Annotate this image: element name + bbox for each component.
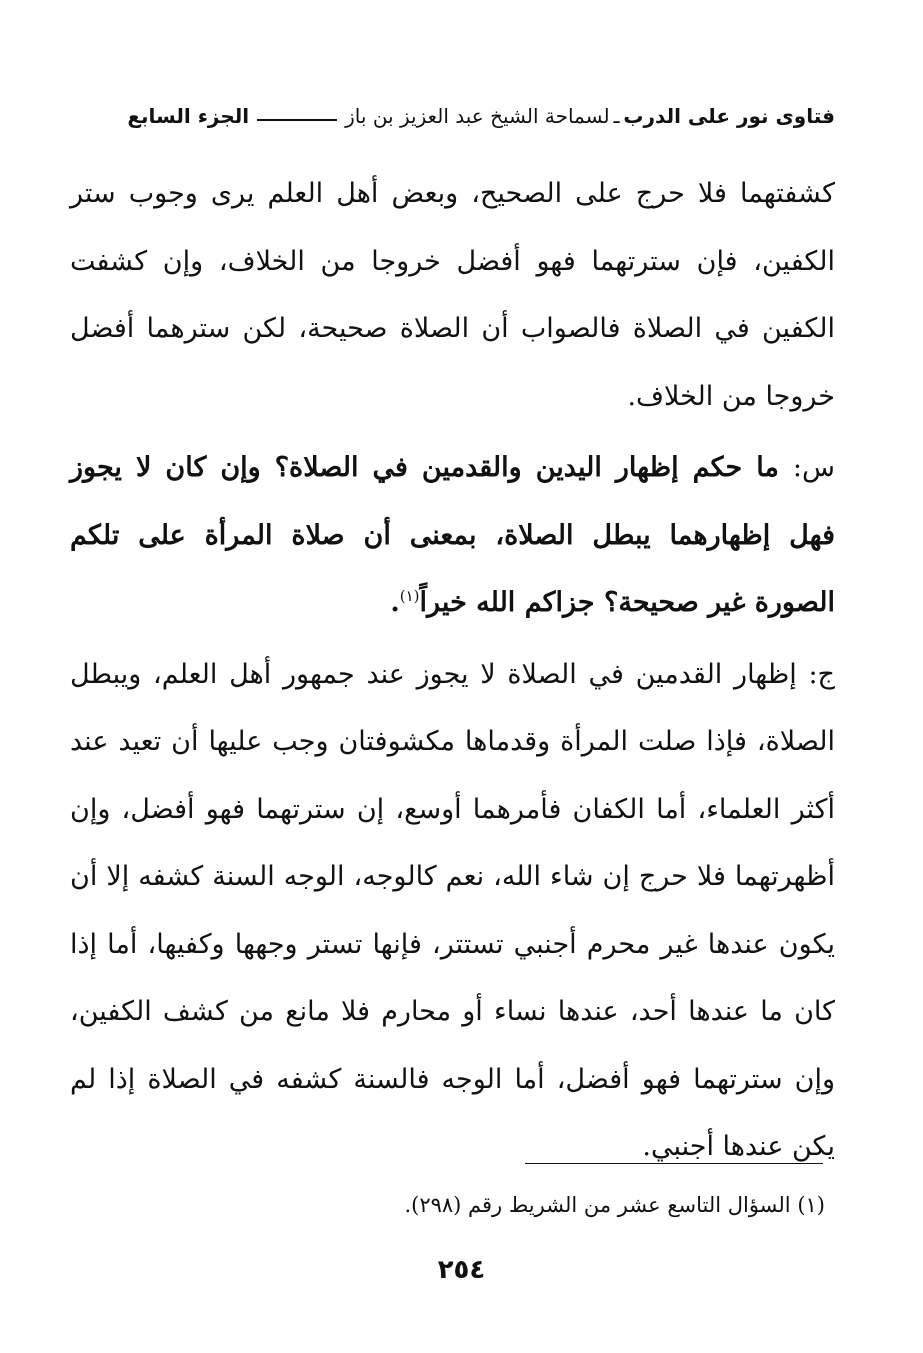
page-body	[70, 160, 835, 1181]
footnote-divider	[525, 1163, 823, 1164]
answer-paragraph	[70, 641, 835, 1181]
answer-continuation: كشفتهما فلا حرج على الصحيح، وبعض أهل العلم يرى وجوب ستر الكفين، فإن سترتهما فهو أفضل خروجا من الخلاف، وإن كشفت الكفين في الصلاة فالصواب أن الصلاة صحيحة، لكن سترهما أفضل خروجا من الخلاف.	[70, 178, 835, 412]
header-dash: ـ	[613, 104, 620, 128]
header-separator	[257, 119, 337, 121]
footnote-ref: (١)	[399, 587, 420, 605]
question-paragraph	[70, 434, 835, 637]
question-end: .	[390, 587, 400, 618]
volume-label: الجزء السابع	[127, 104, 250, 128]
answer-prefix: ج:	[808, 658, 835, 690]
page-number: ٢٥٤	[437, 1255, 486, 1285]
book-title: فتاوى نور على الدرب	[623, 104, 835, 128]
question-prefix: س:	[792, 452, 835, 483]
running-header	[70, 96, 835, 136]
footnote: (١) السؤال التاسع عشر من الشريط رقم (٢٩٨).	[404, 1193, 825, 1217]
header-author: لسماحة الشيخ عبد العزيز بن باز	[345, 104, 610, 128]
answer-text: إظهار القدمين في الصلاة لا يجوز عند جمهور أهل العلم، ويبطل الصلاة، فإذا صلت المرأة وقدماها مكشوفتان وجب عليها أن تعيد عند أكثر العلماء، أما الكفان فأمرهما أوسع، إن سترتهما فهو أفضل، وإن أظهرتهما فلا حرج إن شاء الله، نعم كالوجه، الوجه السنة كشفه إلا أن يكون عندها غير محرم أجنبي تستتر، فإنها تستر وجهها وكفيها، أما إذا كان ما عندها أحد، عندها نساء أو محارم فلا مانع من كشف الكفين، وإن سترتهما فهو أفضل، أما الوجه فالسنة كشفه في الصلاة إذا لم يكن عندها أجنبي.	[70, 658, 835, 1162]
question-text: ما حكم إظهار اليدين والقدمين في الصلاة؟ وإن كان لا يجوز فهل إظهارهما يبطل الصلاة، بمعنى أن صلاة المرأة على تلكم الصورة غير صحيحة؟ جزاكم الله خيراً	[70, 452, 835, 618]
